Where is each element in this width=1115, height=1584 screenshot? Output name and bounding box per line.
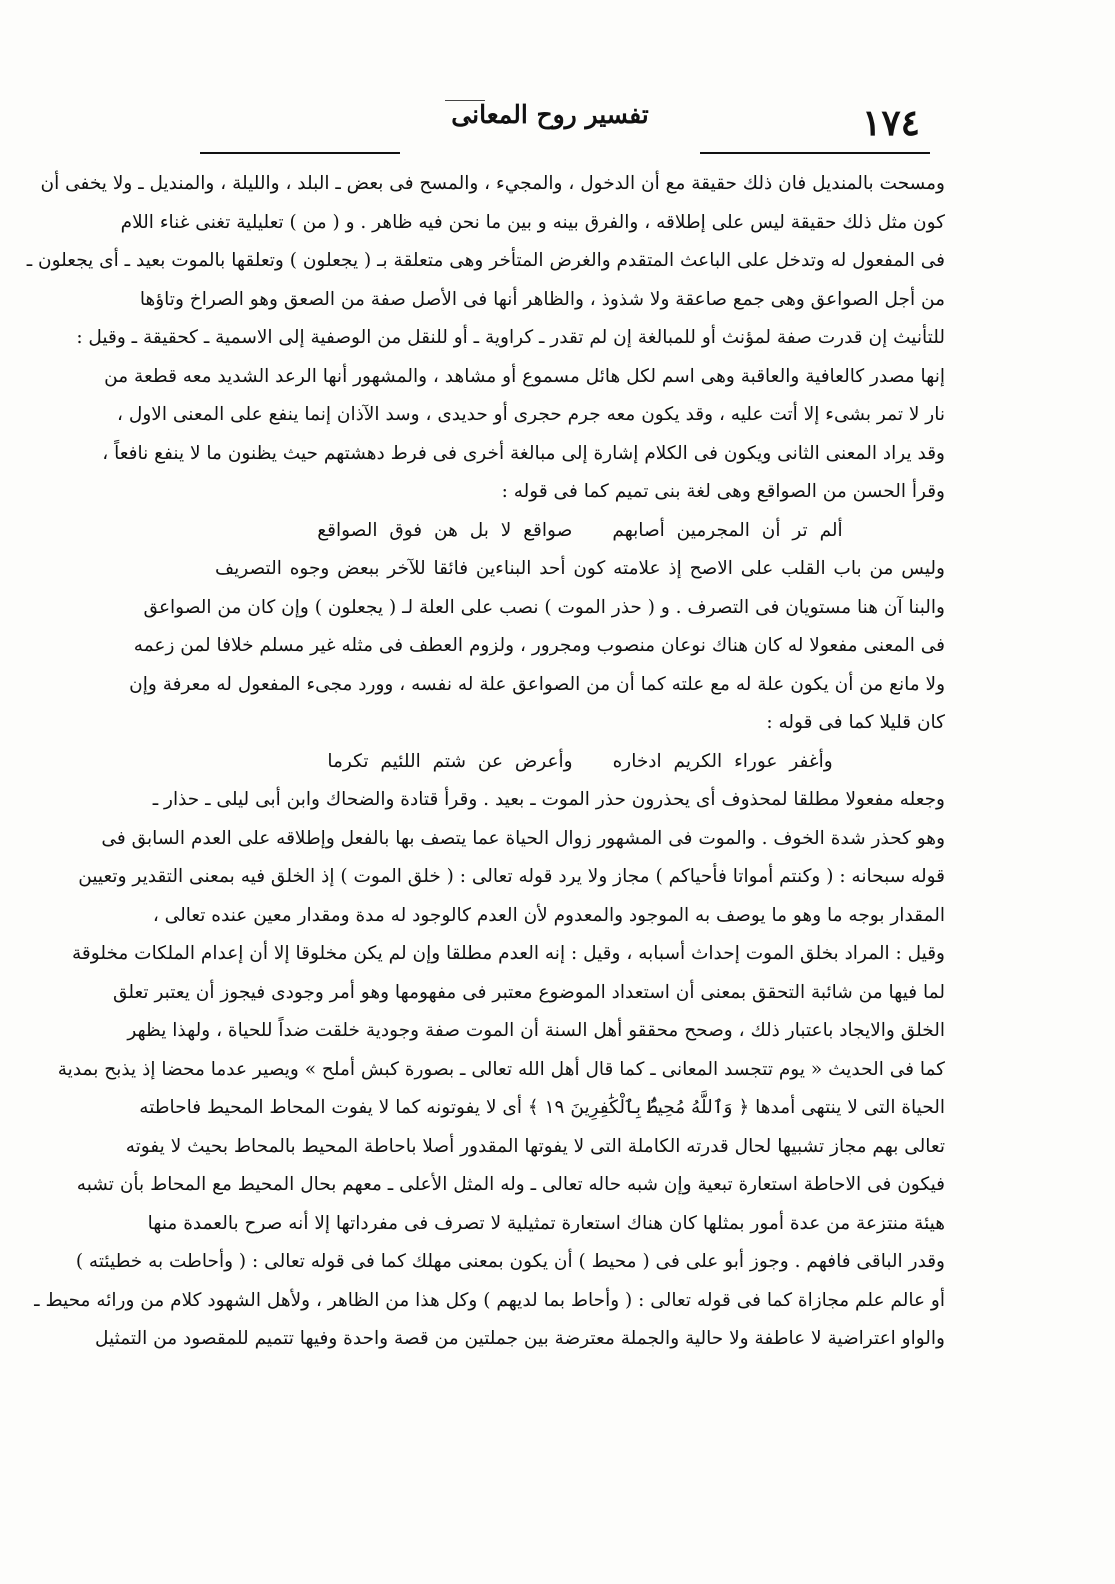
- text-line: فى المفعول له وتدخل على الباعث المتقدم والغرض المتأخر وهى متعلقة بـ ( يجعلون ) وتعلقها بالموت بعيد ـ أى يجعلون ـ: [26, 250, 945, 271]
- text-line: وجعله مفعولا مطلقا لمحذوف أى يحذرون حذر الموت ـ بعيد . وقرأ قتادة والضحاك وابن أبى ليلى ـ حذار ـ: [152, 789, 945, 810]
- text-line: وقرأ الحسن من الصواقع وهى لغة بنى تميم كما فى قوله :: [501, 481, 945, 502]
- text-line: من أجل الصواعق وهى جمع صاعقة ولا شذوذ ، والظاهر أنها فى الأصل صفة من الصعق وهو الصراخ وتاؤها: [139, 288, 945, 310]
- text-line: الخلق والايجاد باعتبار ذلك ، وصحح محققو أهل السنة أن الموت صفة وجودية خلقت ضداً للحياة ، ولهذا يظهر: [127, 1020, 945, 1041]
- text-line: كان قليلا كما فى قوله :: [766, 712, 945, 733]
- verse-second-hemistich: وأعرض عن شتم اللئيم تكرما: [327, 750, 573, 772]
- text-line: أو عالم علم مجازاة كما فى قوله تعالى : ( وأحاط بما لديهم ) وكل هذا من الظاهر ، ولأهل الشهود كلام من ورائه محيط ـ: [34, 1289, 945, 1311]
- text-line: لما فيها من شائبة التحقق بمعنى أن استعداد الموضوع معتبر فى مفهومها وهو أمر وجودى فيجوز أن يعتبر تعلق: [112, 981, 945, 1003]
- text-line: فيكون فى الاحاطة استعارة تبعية وإن شبه حاله تعالى ـ وله المثل الأعلى ـ معهم بحال المحيط مع المحاط بأن تشبه: [76, 1174, 945, 1195]
- page-number: ١٧٤: [861, 102, 920, 144]
- text-line: إنها مصدر كالعافية والعاقبة وهى اسم لكل هائل مسموع أو مشاهد ، والمشهور أنها الرعد الشديد معه قطعة من: [104, 365, 945, 387]
- text-line: وقد يراد المعنى الثانى ويكون فى الكلام إشارة إلى مبالغة أخرى فى فرط دهشتهم حيث يظنون ما لا ينفع نافعاً ،: [102, 442, 945, 464]
- text-line: وهو كحذر شدة الخوف . والموت فى المشهور زوال الحياة عما يتصف بها بالفعل وإطلاقه على العدم السابق فى: [101, 827, 945, 849]
- commentary-text: [26, 165, 945, 1359]
- text-line: قوله سبحانه : ( وكنتم أمواتا فأحياكم ) مجاز ولا يرد قوله تعالى : ( خلق الموت ) إذ الخلق فيه بمعنى التقدير وتعيين: [78, 866, 945, 887]
- text-line: كون مثل ذلك حقيقة ليس على إطلاقه ، والفرق بينه و بين ما نحن فيه ظاهر . و ( من ) تعليلية تغنى غناء اللام: [120, 211, 945, 233]
- page-header: [200, 100, 930, 160]
- text-line: هيئة منتزعة من عدة أمور بمثلها كان هناك استعارة تمثيلية لا تصرف فى مفرداتها إلا أنه صرح بالعمدة منها: [147, 1212, 945, 1234]
- poetry-verse: [215, 512, 945, 551]
- text-line: المقدار بوجه ما وهو ما يوصف به الموجود والمعدوم لأن العدم كالوجود له مدة ومقدار معين عنده تعالى ،: [152, 904, 945, 926]
- verse-first-hemistich: ألم تر أن المجرمين أصابهم: [612, 519, 843, 541]
- header-rule-right: [700, 152, 930, 154]
- text-line: فى المعنى مفعولا له كان هناك نوعان منصوب ومجرور ، ولزوم العطف فى مثله غير مسلم خلافا لمن زعمه: [133, 635, 945, 656]
- text-line: كما فى الحديث « يوم تتجسد المعانى ـ كما قال أهل الله تعالى ـ بصورة كبش أملح » ويصير عدما محضا إذ يذبح بمدية: [57, 1058, 945, 1080]
- verse-first-hemistich: وأغفر عوراء الكريم ادخاره: [612, 750, 833, 772]
- text-line: والواو اعتراضية لا عاطفة ولا حالية والجملة معترضة بين جملتين من قصة واحدة وفيها تتميم للمقصود من التمثيل: [95, 1328, 945, 1349]
- text-line: نار لا تمر بشىء إلا أتت عليه ، وقد يكون معه جرم حجرى أو حديدى ، وسد الآذان إنما ينفع على المعنى الاول ،: [117, 404, 945, 425]
- running-title: تفسير روح المعانى: [451, 100, 649, 129]
- text-line: وقدر الباقى فافهم . وجوز أبو على فى ( محيط ) أن يكون بمعنى مهلك كما فى قوله تعالى : ( وأحاطت به خطيئته ): [75, 1251, 945, 1272]
- verse-second-hemistich: صواقع لا بل هن فوق الصواقع: [317, 519, 573, 541]
- text-line: للتأنيث إن قدرت صفة لمؤنث أو للمبالغة إن لم تقدر ـ كراوية ـ أو للنقل من الوصفية إلى الاسمية ـ كحقيقة ـ وقيل :: [76, 327, 945, 348]
- text-line: ولا مانع من أن يكون علة له مع علته كما أن من الصواعق علة له نفسه ، وورد مجىء المفعول له معرفة وإن: [129, 673, 945, 695]
- text-line: والبنا آن هنا مستويان فى التصرف . و ( حذر الموت ) نصب على العلة لـ ( يجعلون ) وإن كان من الصواعق: [143, 596, 945, 618]
- text-line: وقيل : المراد بخلق الموت إحداث أسبابه ، وقيل : إنه العدم مطلقا وإن لم يكن مخلوقا إلا أن إعدام الملكات مخلوقة: [72, 943, 945, 964]
- header-rule-left: [200, 152, 400, 154]
- text-line: الحياة التى لا ينتهى أمدها ﴿ وَٱللَّهُ مُحِيطٌۢ بِٱلْكَٰفِرِينَ ١٩ ﴾ أى لا يفوتونه كما لا يفوت المحاط المحيط فاحاطته: [139, 1097, 945, 1118]
- text-line: وليس من باب القلب على الاصح إذ علامته كون أحد البناءين فائقا للآخر ببعض وجوه التصريف: [215, 558, 945, 579]
- text-line: ومسحت بالمنديل فان ذلك حقيقة مع أن الدخول ، والمجيء ، والمسح فى بعض ـ البلد ، والليلة ، والمنديل ـ ولا يخفى أن: [40, 173, 945, 194]
- poetry-verse: [215, 743, 945, 782]
- text-line: تعالى بهم مجاز تشبيها لحال قدرته الكاملة التى لا يفوتها المقدور أصلا باحاطة المحيط بالمحاط بحيث لا يفوته: [125, 1135, 945, 1157]
